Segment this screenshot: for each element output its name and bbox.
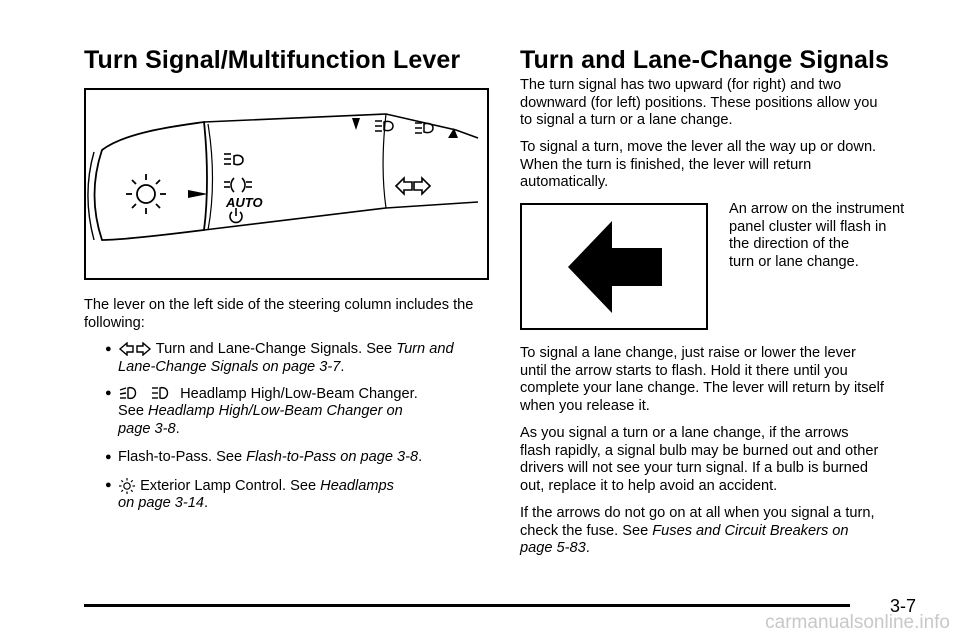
lever-drawing [86, 90, 487, 278]
ref-page-3-14[interactable]: on page 3-14 [118, 495, 205, 512]
section-title-lever: Turn Signal/Multifunction Lever [84, 46, 461, 74]
ref-page-3-7[interactable]: Lane-Change Signals on page 3-7 [118, 358, 341, 375]
bullet-dot: ● [105, 343, 112, 355]
high-beam-icon [224, 154, 243, 165]
para-turn-signal-positions: The turn signal has two upward (for right) and two downward (for left) positions. These positions allow you to signal a turn or a lane change. [520, 77, 878, 129]
ref-flash-to-pass[interactable]: Flash-to-Pass on page 3-8 [246, 449, 419, 465]
bullet-turn-signals: ● Turn and Lane-Change Signals. See Turn and Lane-Change Signals on page 3-7. [105, 341, 454, 375]
para-bulb-burned-out: As you signal a turn or a lane change, if the arrows flash rapidly, a signal bulb may be burned out and other drivers will not see your turn signal. If a bulb is burned out, replace it to help avoid an accident. [520, 425, 879, 494]
bullet-exterior-lamp: ● Exterior Lamp Control. See Headlamps on page 3-14. [105, 477, 394, 512]
auto-label: AUTO [226, 195, 263, 210]
ref-high-low-beam[interactable]: Headlamp High/Low-Beam Changer on [148, 403, 403, 420]
ref-headlamps[interactable]: Headlamps [320, 477, 394, 494]
bullet-dot: ● [105, 451, 112, 463]
power-off-icon [230, 208, 242, 222]
bullet-dot: ● [105, 479, 112, 491]
para-lane-change: To signal a lane change, just raise or lower the lever until the arrow starts to flash. Hold it there until you complete your lane change. The lever will return by itself when you release it. [520, 345, 884, 414]
section-title-turn-signals: Turn and Lane-Change Signals [520, 46, 890, 74]
left-arrow-icon [522, 205, 706, 328]
turn-arrows-icon [396, 178, 430, 194]
turn-signal-arrows-icon [118, 342, 152, 356]
footer-rule [84, 604, 850, 607]
lever-illustration [84, 88, 489, 280]
bullet-dot: ● [105, 387, 112, 399]
page-number: 3-7 [890, 596, 917, 616]
para-signal-turn: To signal a turn, move the lever all the way up or down. When the turn is finished, the lever will return automatically. [520, 139, 877, 191]
para-arrow-flash: An arrow on the instrument panel cluster will flash in the direction of the turn or lane change. [729, 201, 905, 270]
exterior-lamp-small-icon [118, 477, 136, 495]
exterior-lamp-icon [126, 174, 166, 214]
parking-lamp-icon [224, 178, 252, 192]
ref-page-5-83[interactable]: page 5-83 [520, 540, 586, 557]
arrow-indicator-figure [520, 203, 708, 330]
para-check-fuse: If the arrows do not go on at all when you signal a turn, check the fuse. See Fuses and Circuit Breakers on page 5-83. [520, 505, 875, 557]
ref-fuses-circuit-breakers[interactable]: Fuses and Circuit Breakers on [652, 522, 849, 539]
high-low-beam-icons [118, 385, 176, 403]
bullet-high-low-beam: ● Headlamp High/Low-Beam Changer. See Headlamp High/Low-Beam Changer on page 3-8. [105, 385, 418, 438]
lever-intro: The lever on the left side of the steering column includes the following: [84, 297, 474, 331]
watermark: carmanualsonline.info [765, 612, 950, 633]
ref-turn-lane-change[interactable]: Turn and [396, 341, 454, 357]
ref-page-3-8[interactable]: page 3-8 [118, 421, 176, 438]
bullet-flash-to-pass: ● Flash-to-Pass. See Flash-to-Pass on page 3-8. [105, 449, 423, 465]
